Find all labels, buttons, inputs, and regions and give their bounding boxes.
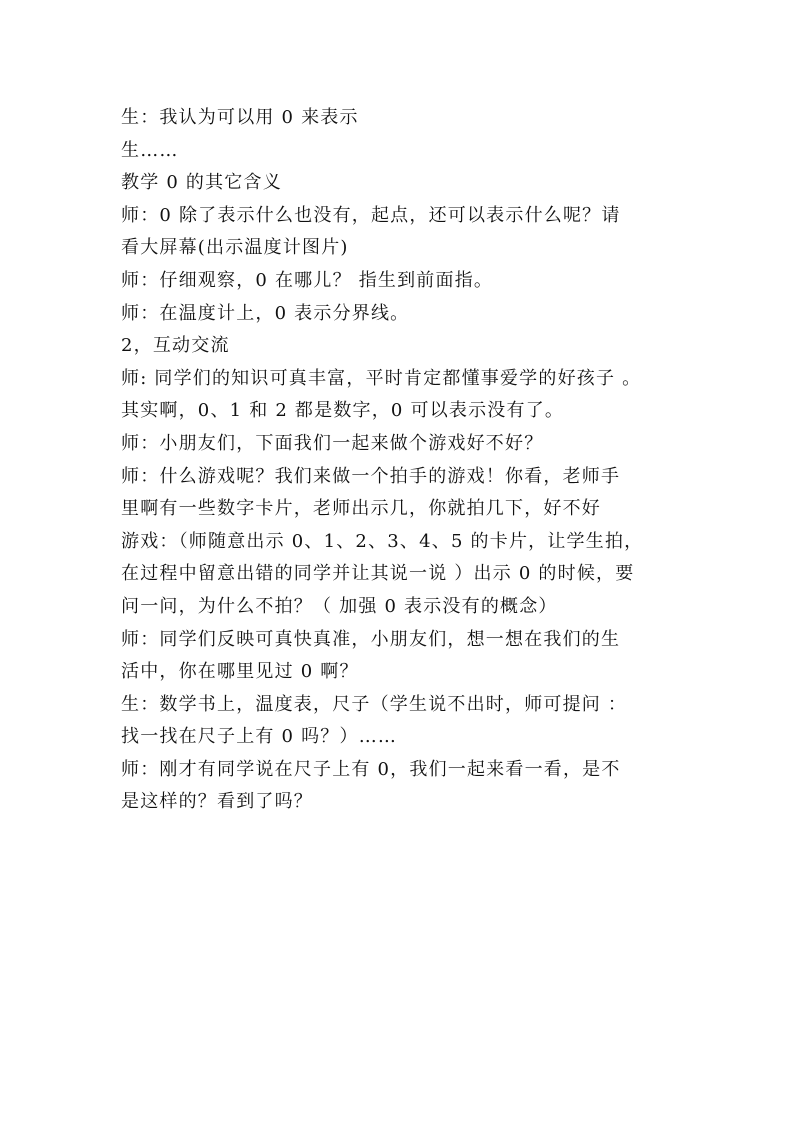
text-line: 师：小朋友们，下面我们一起来做个游戏好不好？ (121, 432, 544, 454)
document-body (121, 102, 681, 819)
text-line: 是这样的？看到了吗？ (121, 791, 313, 813)
text-line: 生…… (121, 139, 179, 161)
text-line: 生：我认为可以用 0 来表示 (121, 107, 359, 128)
text-line: 师：仔细观察，0 在哪儿？ 指生到前面指。 (121, 269, 494, 291)
text-line: 师：什么游戏呢？我们来做一个拍手的游戏！你看，老师手 (121, 465, 621, 487)
text-line: 问一问，为什么不拍？（ 加强 0 表示没有的概念） (121, 595, 558, 617)
text-line: 师：同学们反映可真快真准，小朋友们，想一想在我们的生 (121, 628, 621, 650)
section-heading: 2，互动交流 (121, 335, 230, 357)
section-heading: 教学 0 的其它含义 (121, 172, 282, 194)
text-line: 找一找在尺子上有 0 吗？）…… (121, 726, 398, 748)
text-line: 师：0 除了表示什么也没有，起点，还可以表示什么呢？请 (121, 204, 621, 226)
text-line: 其实啊，0、1 和 2 都是数字，0 可以表示没有了。 (121, 400, 565, 422)
text-line: 师：在温度计上，0 表示分界线。 (121, 302, 410, 324)
text-line: 游戏：（师随意出示 0、1、2、3、4、5 的卡片，让学生拍， (121, 530, 644, 552)
text-line: 活中，你在哪里见过 0 啊？ (121, 661, 359, 683)
text-line: 在过程中留意出错的同学并让其说一说 ）出示 0 的时候，要 (121, 563, 635, 585)
text-line: 师: 同学们的知识可真丰富，平时肯定都懂事爱学的好孩子 。 (121, 367, 642, 389)
text-line: 里啊有一些数字卡片，老师出示几，你就拍几下，好不好 (121, 498, 601, 520)
text-line: 师：刚才有同学说在尺子上有 0，我们一起来看一看，是不 (121, 758, 621, 780)
text-line: 看大屏幕(出示温度计图片) (121, 237, 349, 259)
text-line: 生：数学书上，温度表，尺子（学生说不出时，师可提问 ： (121, 693, 628, 715)
